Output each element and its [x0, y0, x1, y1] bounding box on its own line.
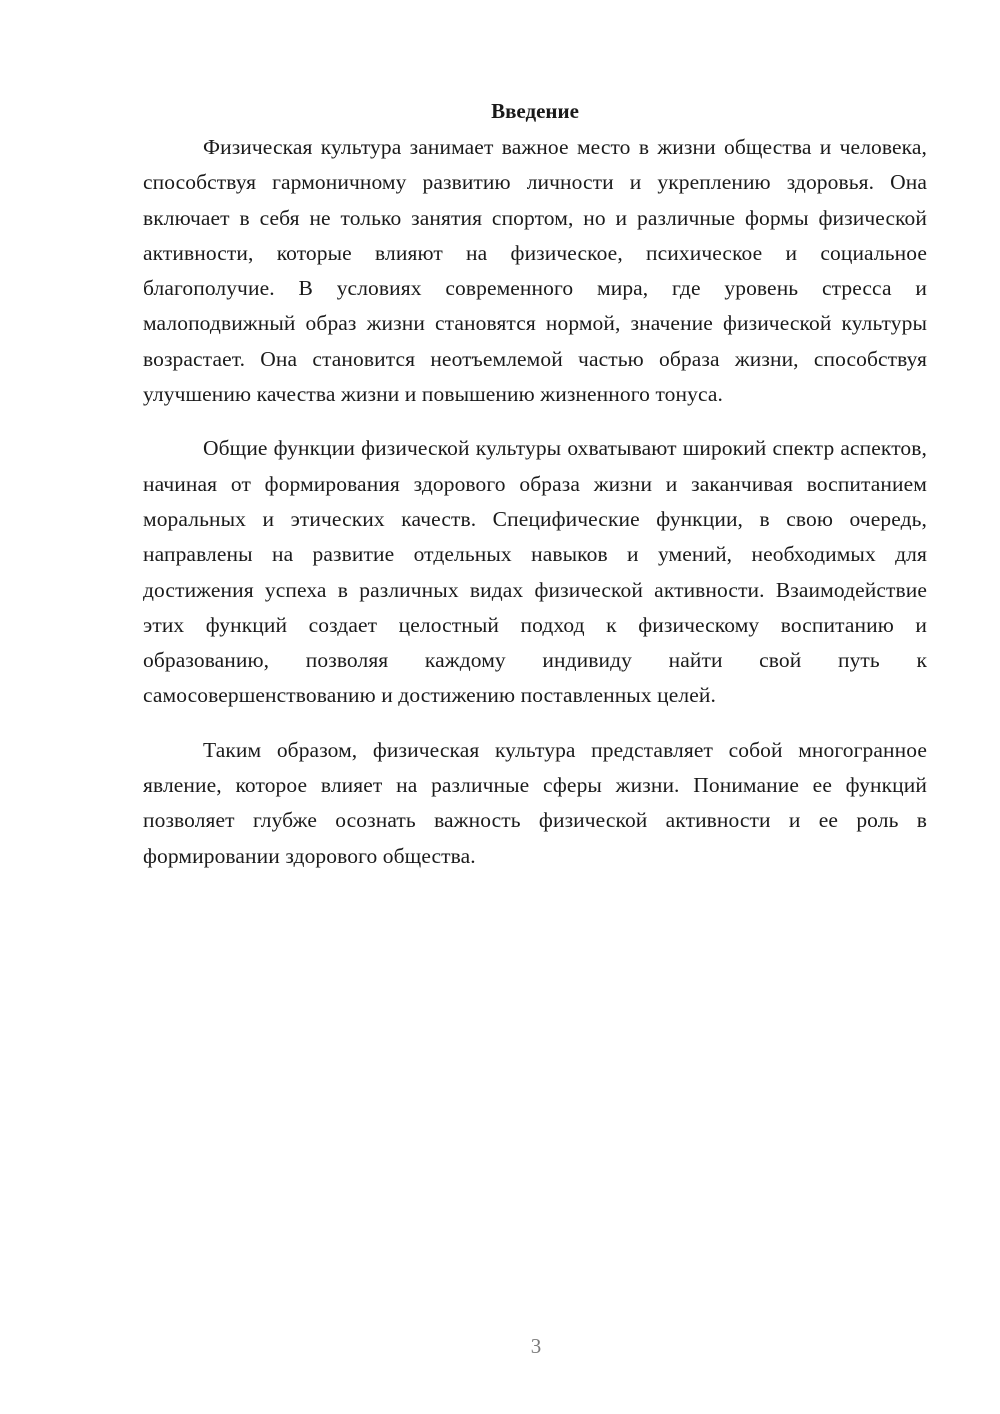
page-number: 3	[530, 1334, 542, 1358]
paragraph-2: Общие функции физической культуры охватывают широкий спектр аспектов, начиная от формирования здорового образа жизни и заканчивая воспитанием моральных и этических качеств. Специфические функции, в свою очередь, направлены на развитие отдельных навыков и умений, необходимых для достижения успеха в различных видах физической активности. Взаимодействие этих функций создает целостный подход к физическому воспитанию и образованию, позволяя каждому индивиду найти свой путь к самосовершенствованию и достижению поставленных целей.	[143, 436, 927, 708]
paragraph-1: Физическая культура занимает важное место в жизни общества и человека, способствуя гармоничному развитию личности и укреплению здоровья. Она включает в себя не только занятия спортом, но и различные формы физической активности, которые влияют на физическое, психическое и социальное благополучие. В условиях современного мира, где уровень стресса и малоподвижный образ жизни становятся нормой, значение физической культуры возрастает. Она становится неотъемлемой частью образа жизни, способствуя улучшению качества жизни и повышению жизненного тонуса.	[143, 135, 927, 407]
page-content	[143, 96, 927, 893]
paragraph-3: Таким образом, физическая культура представляет собой многогранное явление, которое влияет на различные сферы жизни. Понимание ее функций позволяет глубже осознать важность физической активности и ее роль в формировании здорового общества.	[143, 737, 927, 868]
section-title: Введение	[491, 99, 579, 123]
